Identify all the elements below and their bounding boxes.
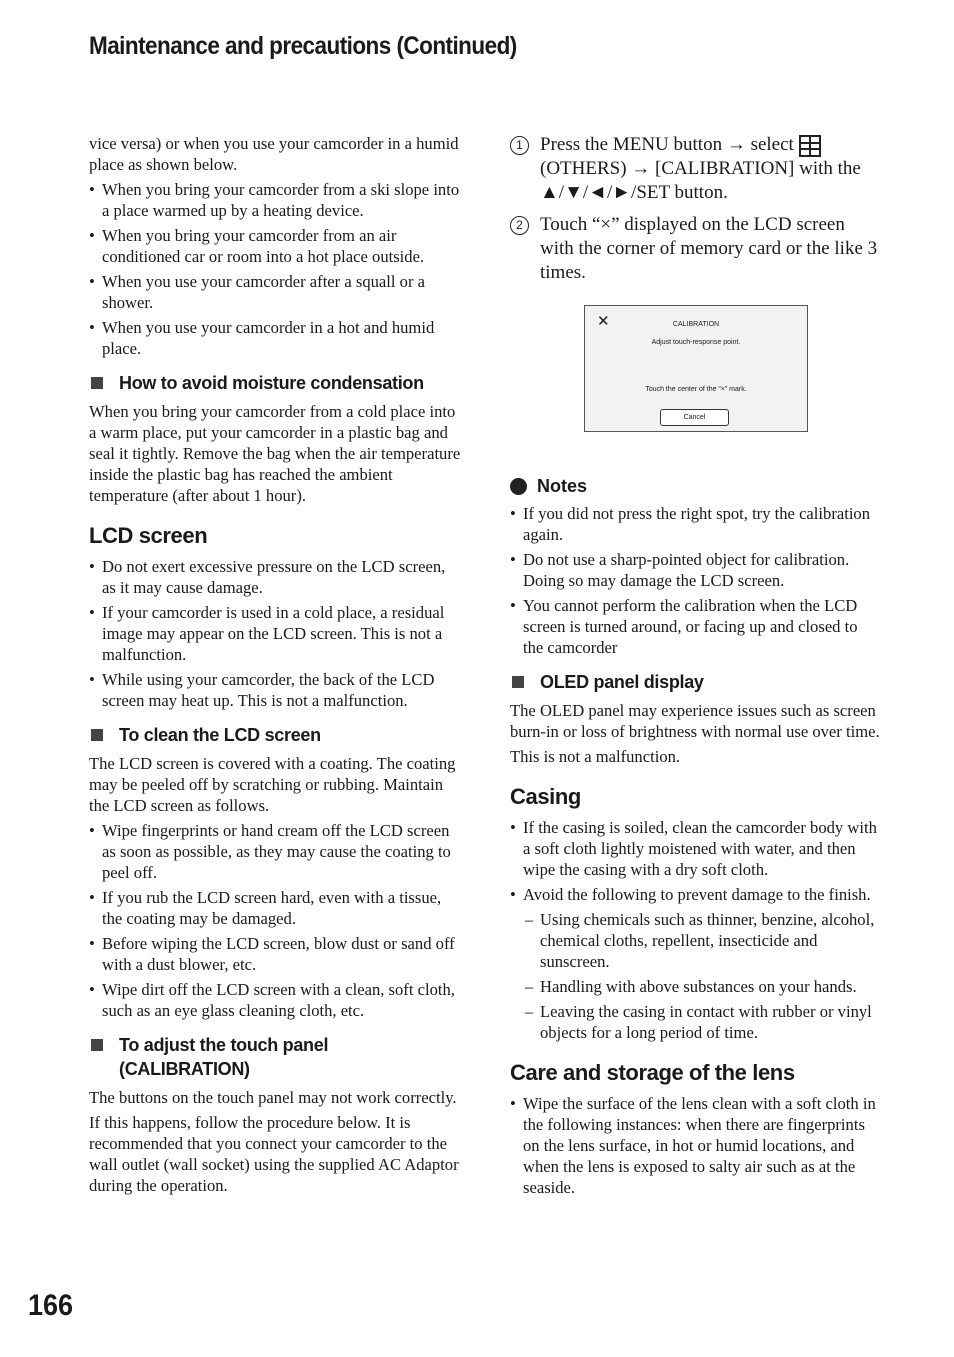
list-item: – Handling with above substances on your hands. — [510, 976, 880, 997]
lens-heading: Care and storage of the lens — [510, 1060, 795, 1085]
page-number: 166 — [28, 1289, 74, 1322]
intro-bullets — [89, 179, 461, 359]
square-bullet-icon — [91, 729, 103, 741]
lcd-screen-heading: LCD screen — [89, 523, 208, 548]
list-item: • When you bring your camcorder from a ski slope into a place warmed up by a heating device. — [89, 179, 461, 221]
clean-lcd-heading: To clean the LCD screen — [89, 723, 461, 747]
clean-bullets — [89, 820, 461, 1021]
list-item: • If you did not press the right spot, try the calibration again. — [510, 503, 880, 545]
calibration-instruction: Touch the center of the “×” mark. — [645, 386, 747, 393]
list-item: • When you bring your camcorder from an air conditioned car or room into a hot place outside. — [89, 225, 461, 267]
notes-heading: Notes — [510, 476, 880, 497]
avoid-condensation-text: When you bring your camcorder from a cold place into a warm place, put your camcorder in a plastic bag and seal it tightly. Remove the bag when the air temperature inside the plastic bag has reached the ambient temperature (after about 1 hour). — [89, 402, 461, 505]
list-item: • If your camcorder is used in a cold place, a residual image may appear on the LCD screen. This is not a malfunction. — [89, 602, 461, 665]
oled-text-1: The OLED panel may experience issues such as screen burn-in or loss of brightness with normal use over time. — [510, 701, 880, 741]
list-item: • Do not exert excessive pressure on the LCD screen, as it may cause damage. — [89, 556, 461, 598]
lens-bullets — [510, 1093, 880, 1198]
calibration-title: CALIBRATION — [672, 321, 720, 328]
adjust-text-1: The buttons on the touch panel may not work correctly. — [89, 1088, 457, 1107]
casing-bullets — [510, 817, 880, 1043]
calibration-screen-illustration — [584, 305, 808, 432]
left-column — [89, 133, 461, 1200]
square-bullet-icon — [91, 377, 103, 389]
list-item: • If you rub the LCD screen hard, even with a tissue, the coating may be damaged. — [89, 887, 461, 929]
list-item: • Before wiping the LCD screen, blow dust or sand off with a dust blower, etc. — [89, 933, 461, 975]
page-header-title: Maintenance and precautions (Continued) — [89, 32, 517, 60]
list-item: • If the casing is soiled, clean the camcorder body with a soft cloth lightly moistened with water, and then wipe the casing with a dry soft cloth. — [510, 817, 880, 880]
clean-lcd-text: The LCD screen is covered with a coating. The coating may be peeled off by scratching or rubbing. Maintain the LCD screen as follows. — [89, 754, 456, 815]
notes-bullets — [510, 503, 880, 658]
adjust-text-2: If this happens, follow the procedure below. It is recommended that you connect your camcorder to the wall outlet (wall socket) using the supplied AC Adaptor during the operation. — [89, 1113, 459, 1195]
list-item: • While using your camcorder, the back of the LCD screen may heat up. This is not a malfunction. — [89, 669, 461, 711]
right-column — [510, 133, 880, 1202]
calibration-subtitle: Adjust touch-response point. — [651, 339, 741, 346]
notes-icon — [510, 478, 527, 495]
square-bullet-icon — [512, 676, 524, 688]
others-menu-icon — [799, 135, 821, 157]
step-1: 1 Press the MENU button → select (OTHERS) → [CALIBRATION] with the ▲/▼/◄/►/SET button. — [510, 133, 880, 205]
casing-heading: Casing — [510, 784, 581, 809]
list-item: • You cannot perform the calibration when the LCD screen is turned around, or facing up and closed to the camcorder — [510, 595, 880, 658]
lcd-bullets — [89, 556, 461, 711]
list-item: • Wipe the surface of the lens clean with a soft cloth in the following instances: when there are fingerprints on the lens surface, in hot or humid locations, and when the lens is exposed to salty air such as at the seaside. — [510, 1093, 880, 1198]
oled-heading: OLED panel display — [510, 670, 880, 694]
square-bullet-icon — [91, 1039, 103, 1051]
step-number: 1 — [510, 136, 529, 155]
adjust-touch-panel-heading: To adjust the touch panel (CALIBRATION) — [89, 1033, 461, 1081]
list-item: • Do not use a sharp-pointed object for calibration. Doing so may damage the LCD screen. — [510, 549, 880, 591]
close-icon: ✕ — [597, 313, 610, 330]
avoid-condensation-heading: How to avoid moisture condensation — [89, 371, 461, 395]
cancel-button: Cancel — [660, 409, 729, 426]
list-item: – Using chemicals such as thinner, benzine, alcohol, chemical cloths, repellent, insecticide and sunscreen. — [510, 909, 880, 972]
list-item: – Leaving the casing in contact with rubber or vinyl objects for a long period of time. — [510, 1001, 880, 1043]
step-2: 2 Touch “×” displayed on the LCD screen with the corner of memory card or the like 3 times. — [510, 213, 880, 285]
step-number: 2 — [510, 216, 529, 235]
list-item: • When you use your camcorder after a squall or a shower. — [89, 271, 461, 313]
oled-text-2: This is not a malfunction. — [510, 747, 681, 766]
list-item: • Wipe fingerprints or hand cream off the LCD screen as soon as possible, as they may cause the coating to peel off. — [89, 820, 461, 883]
list-item: • When you use your camcorder in a hot and humid place. — [89, 317, 461, 359]
list-item: • Avoid the following to prevent damage to the finish. — [510, 884, 880, 905]
intro-text: vice versa) or when you use your camcorder in a humid place as shown below. — [89, 134, 459, 174]
list-item: • Wipe dirt off the LCD screen with a clean, soft cloth, such as an eye glass cleaning cloth, etc. — [89, 979, 461, 1021]
